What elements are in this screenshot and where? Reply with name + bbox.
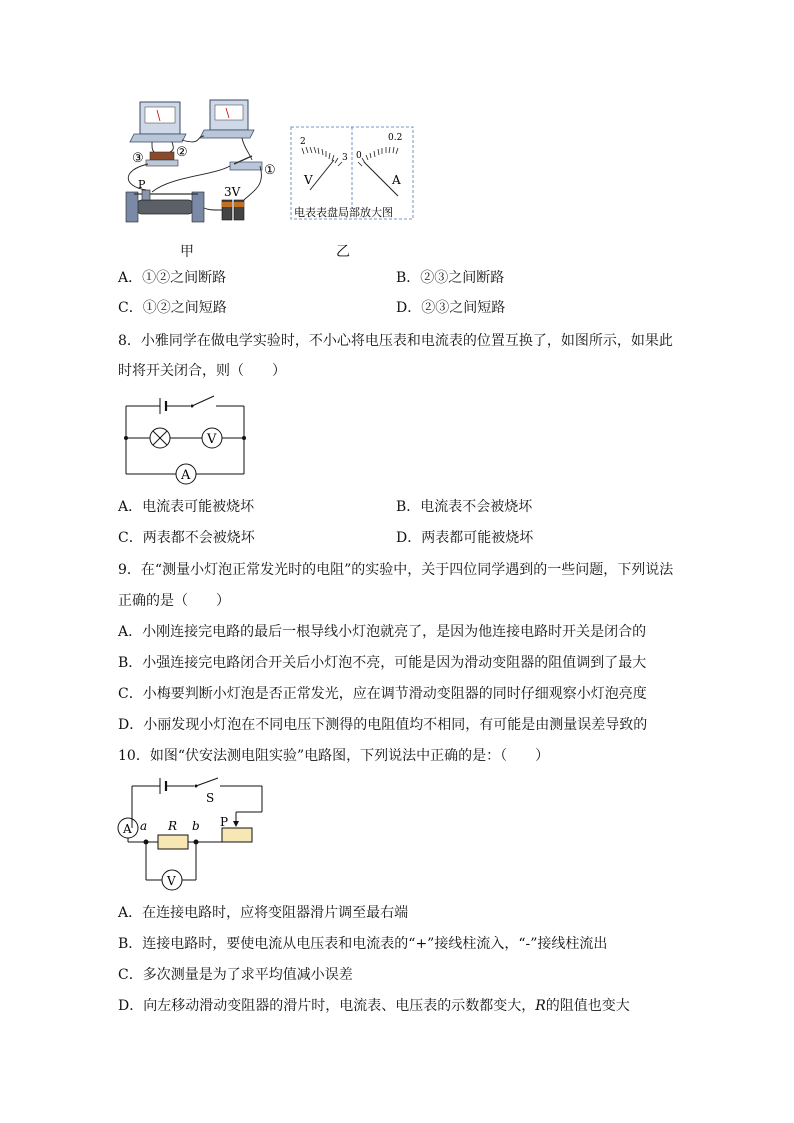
rheostat-p [222,828,252,842]
q7-option-c[interactable]: C．①②之间短路 [118,300,227,316]
q10-ammeter-letter: A [123,822,132,836]
q10-option-d-r: R [535,998,546,1014]
q10-resistor-label: R [168,819,178,833]
q10-node-b-label: b [192,819,200,833]
q9-option-a[interactable]: A．小刚连接完电路的最后一根导线小灯泡就亮了，是因为他连接电路时开关是闭合的 [118,624,647,640]
q10-option-b[interactable]: B．连接电路时，要使电流从电压表和电流表的“+”接线柱流入，“-”接线柱流出 [118,936,608,952]
rheostat-slider [142,190,150,200]
switch-blade [196,778,218,786]
q8-stem-line1: 8．小雅同学在做电学实验时，不小心将电压表和电流表的位置互换了，如图所示，如果此 [118,333,673,349]
q8-option-d[interactable]: D．两表都可能被烧坏 [396,530,534,546]
label-term1: ① [264,163,276,178]
q9-option-b[interactable]: B．小强连接完电路闭合开关后小灯泡不亮，可能是因为滑动变阻器的阻值调到了最大 [118,655,647,671]
q8-circuit-svg [120,392,250,488]
voltmeter-scale-left: 2 [300,137,306,147]
figure-jia-label: 甲 [180,244,194,260]
figure-yi-meters [290,126,414,220]
label-p: P [138,178,146,191]
q9-stem-line1: 9．在“测量小灯泡正常发光时的电阻”的实验中，关于四位同学遇到的一些问题，下列说法 [118,562,674,578]
q7-option-a[interactable]: A．①②之间断路 [118,270,227,286]
meter-closeup-illustration [290,126,414,220]
q9-option-c[interactable]: C．小梅要判断小灯泡是否正常发光，应在调节滑动变阻器的同时仔细观察小灯泡亮度 [118,686,647,702]
fixed-resistor [150,152,174,160]
switch-blade [192,396,214,406]
q8-circuit-diagram [120,392,250,488]
q10-option-d-text-pre: D．向左移动滑动变阻器的滑片时，电流表、电压表的示数都变大， [118,998,536,1014]
label-term2: ② [176,145,188,160]
figure-yi-caption: 电表表盘局部放大图 [294,206,393,219]
q8-voltmeter-letter: V [207,432,217,447]
q10-switch-label: S [206,791,215,805]
q8-option-a[interactable]: A．电流表可能被烧坏 [118,499,255,515]
figure-yi-label: 乙 [336,244,350,260]
ammeter-scale-left: 0 [356,151,362,161]
label-voltage: 3V [224,185,241,199]
q7-option-b[interactable]: B．②③之间断路 [396,270,505,286]
q9-option-d[interactable]: D．小丽发现小灯泡在不同电压下测得的电阻值均不相同，有可能是由测量误差导致的 [118,717,648,733]
ammeter-scale-right: 0.2 [388,133,403,143]
q10-stem: 10．如图“伏安法测电阻实验”电路图，下列说法中正确的是：（ ） [118,748,550,764]
q10-option-d[interactable] [118,996,630,1016]
q10-option-a[interactable]: A．在连接电路时，应将变阻器滑片调至最右端 [118,905,409,921]
q7-option-d[interactable]: D．②③之间短路 [396,300,506,316]
q10-node-a-label: a [140,819,148,833]
q8-option-c[interactable]: C．两表都不会被烧坏 [118,530,255,546]
q9-stem-line2: 正确的是（ ） [118,593,230,609]
q8-ammeter-letter: A [181,468,191,483]
q10-option-c[interactable]: C．多次测量是为了求平均值减小误差 [118,967,353,983]
resistor-r [158,835,188,849]
circuit-photo-illustration [112,96,282,231]
figure-jia-circuit [112,96,282,231]
q10-circuit-diagram [116,776,266,892]
rheostat-coil [136,200,194,214]
voltmeter-scale-right: 3 [342,153,348,163]
q8-stem-line2: 时将开关闭合，则（ ） [118,363,286,379]
voltmeter-letter: V [304,173,313,187]
q8-option-b[interactable]: B．电流表不会被烧坏 [396,499,533,515]
q10-voltmeter-letter: V [167,874,176,888]
label-term3: ③ [132,151,144,166]
q10-circuit-svg [116,776,266,892]
q10-option-d-text-post: 的阻值也变大 [545,998,630,1014]
q10-slider-label: P [220,815,229,829]
ammeter-letter: A [392,173,401,187]
